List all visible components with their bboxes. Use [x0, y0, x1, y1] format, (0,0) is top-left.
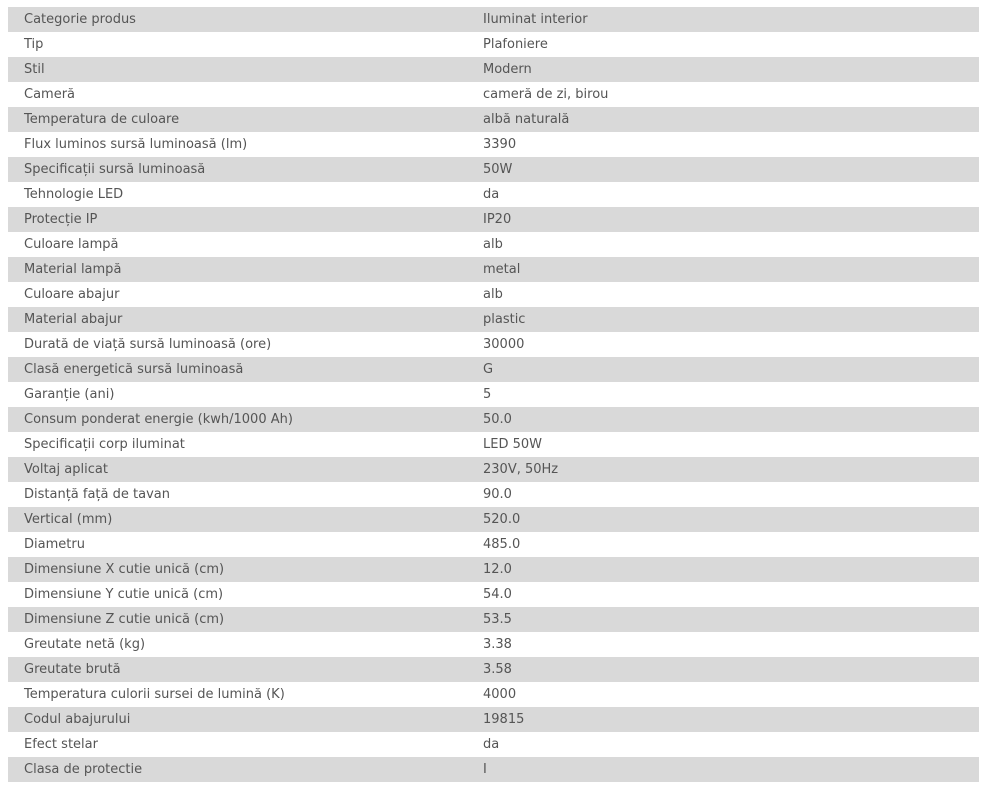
- spec-value: IP20: [476, 207, 979, 232]
- spec-label: Tip: [8, 32, 476, 57]
- spec-row: [8, 307, 979, 332]
- spec-row: [8, 232, 979, 257]
- spec-row: [8, 632, 979, 657]
- spec-value: 30000: [476, 332, 979, 357]
- spec-row: [8, 682, 979, 707]
- spec-label: Dimensiune Y cutie unică (cm): [8, 582, 476, 607]
- spec-value: metal: [476, 257, 979, 282]
- spec-label: Tehnologie LED: [8, 182, 476, 207]
- spec-row: [8, 357, 979, 382]
- spec-label: Temperatura de culoare: [8, 107, 476, 132]
- spec-label: Distanță față de tavan: [8, 482, 476, 507]
- spec-value: 3390: [476, 132, 979, 157]
- spec-label: Culoare abajur: [8, 282, 476, 307]
- spec-label: Dimensiune X cutie unică (cm): [8, 557, 476, 582]
- spec-row: [8, 732, 979, 757]
- spec-row: [8, 557, 979, 582]
- spec-value: 50.0: [476, 407, 979, 432]
- spec-value: G: [476, 357, 979, 382]
- spec-row: [8, 382, 979, 407]
- spec-row: [8, 82, 979, 107]
- specifications-table-body: [8, 7, 979, 782]
- spec-label: Categorie produs: [8, 7, 476, 32]
- spec-row: [8, 707, 979, 732]
- spec-row: [8, 107, 979, 132]
- spec-value: 12.0: [476, 557, 979, 582]
- spec-row: [8, 157, 979, 182]
- spec-row: [8, 407, 979, 432]
- spec-value: 485.0: [476, 532, 979, 557]
- spec-label: Garanție (ani): [8, 382, 476, 407]
- spec-row: [8, 532, 979, 557]
- spec-row: [8, 57, 979, 82]
- spec-row: [8, 482, 979, 507]
- spec-row: [8, 432, 979, 457]
- spec-value: da: [476, 182, 979, 207]
- spec-label: Greutate brută: [8, 657, 476, 682]
- spec-value: 53.5: [476, 607, 979, 632]
- spec-label: Greutate netă (kg): [8, 632, 476, 657]
- spec-row: [8, 582, 979, 607]
- spec-label: Codul abajurului: [8, 707, 476, 732]
- spec-label: Clasa de protectie: [8, 757, 476, 782]
- spec-value: 3.58: [476, 657, 979, 682]
- spec-label: Efect stelar: [8, 732, 476, 757]
- spec-label: Culoare lampă: [8, 232, 476, 257]
- spec-value: 3.38: [476, 632, 979, 657]
- spec-value: 90.0: [476, 482, 979, 507]
- spec-row: [8, 457, 979, 482]
- spec-row: [8, 132, 979, 157]
- spec-row: [8, 257, 979, 282]
- spec-row: [8, 182, 979, 207]
- spec-value: 54.0: [476, 582, 979, 607]
- spec-label: Flux luminos sursă luminoasă (lm): [8, 132, 476, 157]
- spec-label: Material abajur: [8, 307, 476, 332]
- spec-label: Consum ponderat energie (kwh/1000 Ah): [8, 407, 476, 432]
- spec-value: 5: [476, 382, 979, 407]
- spec-row: [8, 757, 979, 782]
- spec-value: LED 50W: [476, 432, 979, 457]
- spec-row: [8, 32, 979, 57]
- spec-label: Cameră: [8, 82, 476, 107]
- spec-value: cameră de zi, birou: [476, 82, 979, 107]
- spec-label: Dimensiune Z cutie unică (cm): [8, 607, 476, 632]
- spec-value: 50W: [476, 157, 979, 182]
- spec-label: Specificații corp iluminat: [8, 432, 476, 457]
- spec-value: alb: [476, 282, 979, 307]
- spec-value: 230V, 50Hz: [476, 457, 979, 482]
- spec-label: Voltaj aplicat: [8, 457, 476, 482]
- spec-row: [8, 657, 979, 682]
- spec-value: 4000: [476, 682, 979, 707]
- spec-label: Durată de viață sursă luminoasă (ore): [8, 332, 476, 357]
- specifications-table: [8, 7, 979, 782]
- spec-value: 520.0: [476, 507, 979, 532]
- spec-value: 19815: [476, 707, 979, 732]
- spec-value: da: [476, 732, 979, 757]
- spec-value: Modern: [476, 57, 979, 82]
- spec-label: Specificații sursă luminoasă: [8, 157, 476, 182]
- spec-label: Clasă energetică sursă luminoasă: [8, 357, 476, 382]
- spec-label: Material lampă: [8, 257, 476, 282]
- spec-value: Plafoniere: [476, 32, 979, 57]
- spec-value: plastic: [476, 307, 979, 332]
- spec-row: [8, 332, 979, 357]
- spec-label: Vertical (mm): [8, 507, 476, 532]
- spec-value: I: [476, 757, 979, 782]
- spec-row: [8, 507, 979, 532]
- spec-label: Diametru: [8, 532, 476, 557]
- spec-row: [8, 7, 979, 32]
- spec-label: Temperatura culorii sursei de lumină (K): [8, 682, 476, 707]
- spec-value: Iluminat interior: [476, 7, 979, 32]
- spec-value: albă naturală: [476, 107, 979, 132]
- spec-label: Protecție IP: [8, 207, 476, 232]
- spec-value: alb: [476, 232, 979, 257]
- spec-label: Stil: [8, 57, 476, 82]
- spec-row: [8, 282, 979, 307]
- spec-row: [8, 207, 979, 232]
- spec-row: [8, 607, 979, 632]
